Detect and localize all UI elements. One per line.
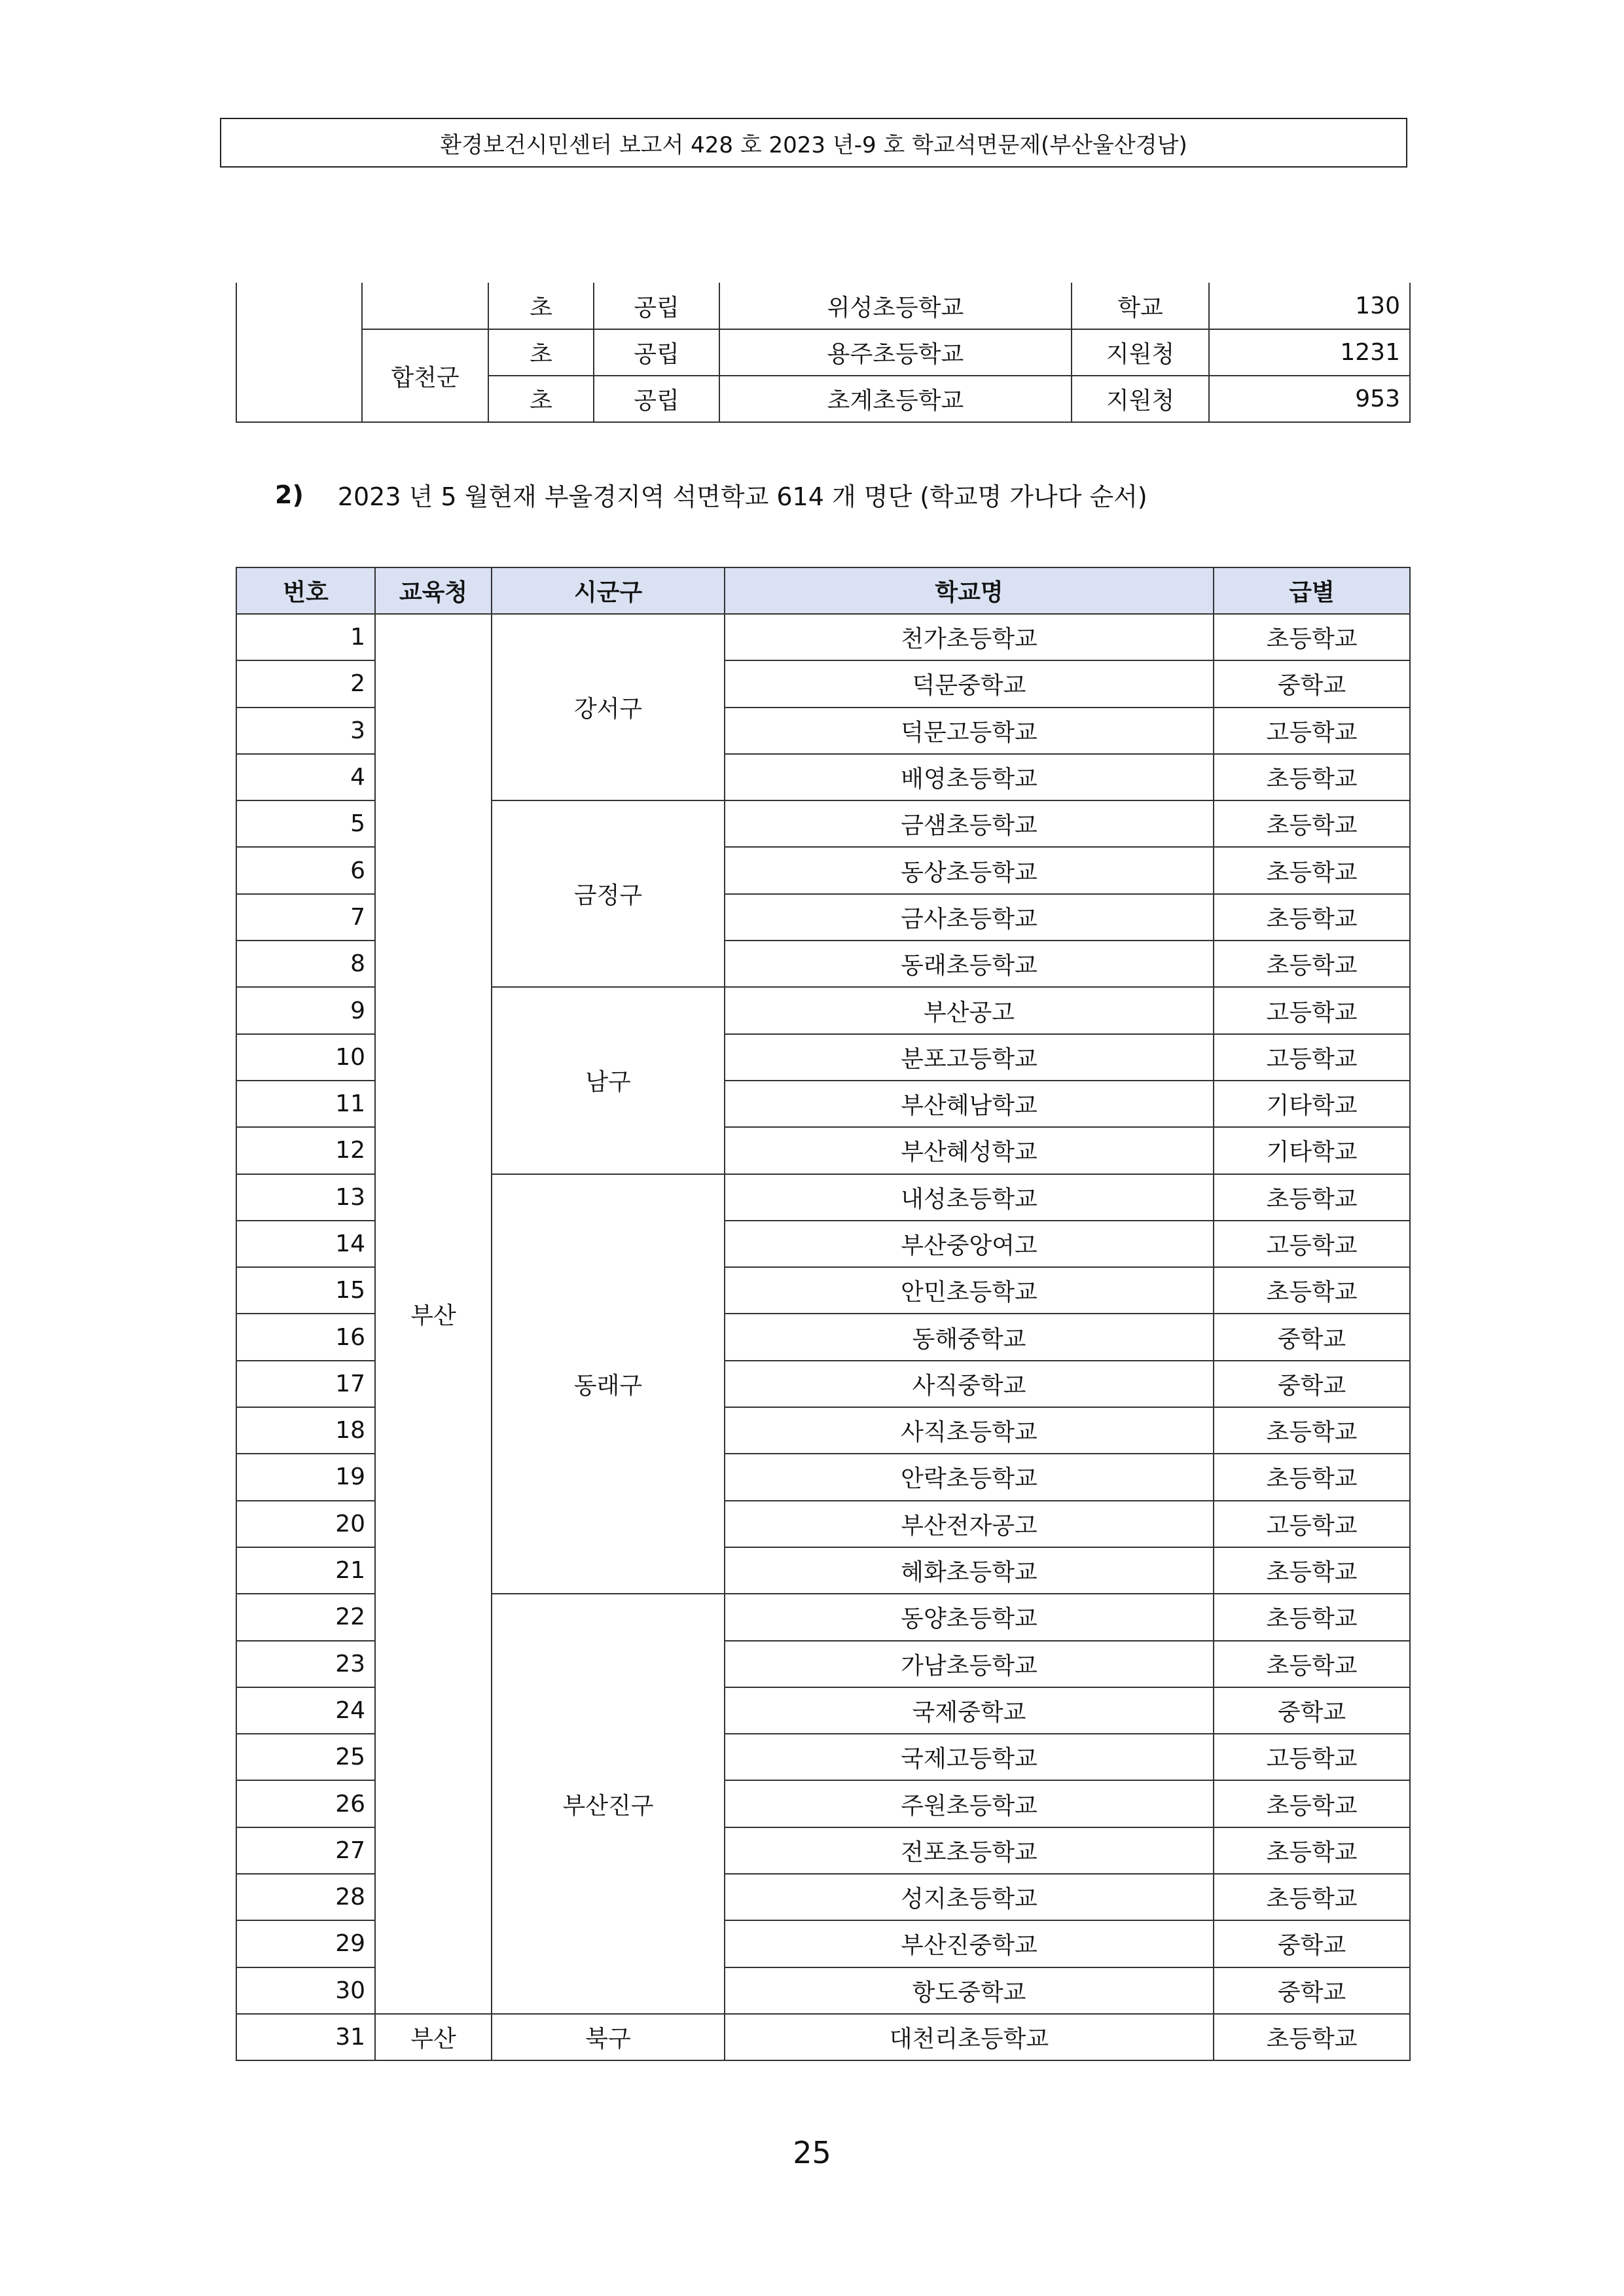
- school-name-cell: 초계초등학교: [719, 376, 1072, 422]
- school-name-cell: 용주초등학교: [719, 329, 1072, 376]
- school-name-cell: 분포고등학교: [725, 1034, 1214, 1081]
- row-number-cell: 20: [236, 1501, 375, 1547]
- school-name-cell: 부산공고: [725, 987, 1214, 1033]
- school-name-cell: 부산중앙여고: [725, 1221, 1214, 1267]
- report-header: 환경보건시민센터 보고서 428 호 2023 년-9 호 학교석면문제(부산울산경남): [220, 118, 1407, 168]
- category-cell: 학교: [1072, 283, 1209, 329]
- school-name-cell: 안민초등학교: [725, 1267, 1214, 1314]
- school-name-cell: 주원초등학교: [725, 1780, 1214, 1827]
- row-number-cell: 29: [236, 1920, 375, 1967]
- blank-cell: [236, 283, 362, 422]
- row-number-cell: 28: [236, 1874, 375, 1920]
- row-number-cell: 6: [236, 847, 375, 893]
- school-name-cell: 덕문중학교: [725, 660, 1214, 707]
- school-name-cell: 금사초등학교: [725, 894, 1214, 941]
- school-name-cell: 혜화초등학교: [725, 1547, 1214, 1594]
- school-level-cell: 기타학교: [1214, 1127, 1410, 1174]
- district-cell: 부산진구: [492, 1594, 725, 2014]
- school-name-cell: 금샘초등학교: [725, 800, 1214, 847]
- school-level-cell: 고등학교: [1214, 1221, 1410, 1267]
- school-type-cell: 공립: [594, 283, 719, 329]
- school-level-cell: 초등학교: [1214, 1547, 1410, 1594]
- row-number-cell: 24: [236, 1687, 375, 1734]
- table-body: [236, 614, 1410, 2060]
- row-number-cell: 21: [236, 1547, 375, 1594]
- school-name-cell: 대천리초등학교: [725, 2014, 1214, 2060]
- school-name-cell: 전포초등학교: [725, 1827, 1214, 1874]
- count-cell: 1231: [1209, 329, 1410, 376]
- row-number-cell: 31: [236, 2014, 375, 2060]
- school-type-cell: 공립: [594, 376, 719, 422]
- school-level-cell: 초등학교: [1214, 847, 1410, 893]
- district-cell: 금정구: [492, 800, 725, 987]
- row-number-cell: 12: [236, 1127, 375, 1174]
- blank-cell: [362, 283, 488, 329]
- category-cell: 지원청: [1072, 376, 1209, 422]
- row-number-cell: 9: [236, 987, 375, 1033]
- district-cell: 북구: [492, 2014, 725, 2060]
- school-level-cell: 고등학교: [1214, 1034, 1410, 1081]
- school-level-cell: 초등학교: [1214, 1174, 1410, 1221]
- school-level-cell: 중학교: [1214, 1361, 1410, 1407]
- school-level-cell: 초등학교: [1214, 1594, 1410, 1640]
- school-level-cell: 초등학교: [1214, 1267, 1410, 1314]
- school-name-cell: 안락초등학교: [725, 1454, 1214, 1500]
- table-header-row: [236, 567, 1410, 614]
- school-name-cell: 동양초등학교: [725, 1594, 1214, 1640]
- school-level-cell: 초등학교: [1214, 1407, 1410, 1454]
- school-name-cell: 부산진중학교: [725, 1920, 1214, 1967]
- school-name-cell: 가남초등학교: [725, 1641, 1214, 1687]
- row-number-cell: 14: [236, 1221, 375, 1267]
- school-name-cell: 부산혜남학교: [725, 1081, 1214, 1127]
- row-number-cell: 13: [236, 1174, 375, 1221]
- school-level-cell: 기타학교: [1214, 1081, 1410, 1127]
- row-number-cell: 27: [236, 1827, 375, 1874]
- row-number-cell: 5: [236, 800, 375, 847]
- column-header: 학교명: [725, 567, 1214, 614]
- school-name-cell: 부산전자공고: [725, 1501, 1214, 1547]
- school-level-cell: 초등학교: [1214, 800, 1410, 847]
- row-number-cell: 17: [236, 1361, 375, 1407]
- school-level-cell: 중학교: [1214, 1314, 1410, 1360]
- school-name-cell: 위성초등학교: [719, 283, 1072, 329]
- school-level-cell: 초: [488, 329, 594, 376]
- column-header: 시군구: [492, 567, 725, 614]
- school-level-cell: 초등학교: [1214, 1827, 1410, 1874]
- school-name-cell: 국제고등학교: [725, 1734, 1214, 1780]
- school-level-cell: 고등학교: [1214, 987, 1410, 1033]
- row-number-cell: 11: [236, 1081, 375, 1127]
- school-name-cell: 항도중학교: [725, 1967, 1214, 2014]
- school-name-cell: 동상초등학교: [725, 847, 1214, 893]
- school-level-cell: 초: [488, 376, 594, 422]
- row-number-cell: 1: [236, 614, 375, 660]
- continuation-table: [236, 283, 1411, 423]
- school-level-cell: 중학교: [1214, 1967, 1410, 2014]
- column-header: 급별: [1214, 567, 1410, 614]
- school-name-cell: 천가초등학교: [725, 614, 1214, 660]
- section-number: 2): [275, 480, 304, 509]
- column-header: 번호: [236, 567, 375, 614]
- district-cell: 남구: [492, 987, 725, 1174]
- school-name-cell: 국제중학교: [725, 1687, 1214, 1734]
- school-name-cell: 사직중학교: [725, 1361, 1214, 1407]
- category-cell: 지원청: [1072, 329, 1209, 376]
- row-number-cell: 19: [236, 1454, 375, 1500]
- row-number-cell: 10: [236, 1034, 375, 1081]
- row-number-cell: 2: [236, 660, 375, 707]
- school-name-cell: 성지초등학교: [725, 1874, 1214, 1920]
- section-heading: [275, 476, 1147, 512]
- school-level-cell: 초등학교: [1214, 1454, 1410, 1500]
- school-name-cell: 내성초등학교: [725, 1174, 1214, 1221]
- district-cell: 합천군: [362, 329, 488, 422]
- count-cell: 953: [1209, 376, 1410, 422]
- school-level-cell: 중학교: [1214, 1687, 1410, 1734]
- school-type-cell: 공립: [594, 329, 719, 376]
- school-name-cell: 동래초등학교: [725, 941, 1214, 987]
- section-title: 2023 년 5 월현재 부울경지역 석면학교 614 개 명단 (학교명 가나다 순서): [337, 482, 1147, 511]
- school-level-cell: 고등학교: [1214, 1734, 1410, 1780]
- school-level-cell: 초등학교: [1214, 941, 1410, 987]
- row-number-cell: 26: [236, 1780, 375, 1827]
- school-list-table: [236, 567, 1411, 2061]
- school-level-cell: 초등학교: [1214, 894, 1410, 941]
- school-level-cell: 고등학교: [1214, 1501, 1410, 1547]
- row-number-cell: 7: [236, 894, 375, 941]
- row-number-cell: 22: [236, 1594, 375, 1640]
- column-header: 교육청: [375, 567, 492, 614]
- count-cell: 130: [1209, 283, 1410, 329]
- school-name-cell: 덕문고등학교: [725, 708, 1214, 754]
- school-level-cell: 초: [488, 283, 594, 329]
- row-number-cell: 15: [236, 1267, 375, 1314]
- school-level-cell: 초등학교: [1214, 614, 1410, 660]
- school-name-cell: 사직초등학교: [725, 1407, 1214, 1454]
- row-number-cell: 16: [236, 1314, 375, 1360]
- row-number-cell: 23: [236, 1641, 375, 1687]
- school-level-cell: 초등학교: [1214, 1874, 1410, 1920]
- row-number-cell: 25: [236, 1734, 375, 1780]
- school-level-cell: 초등학교: [1214, 2014, 1410, 2060]
- school-level-cell: 초등학교: [1214, 754, 1410, 800]
- row-number-cell: 4: [236, 754, 375, 800]
- school-name-cell: 배영초등학교: [725, 754, 1214, 800]
- row-number-cell: 8: [236, 941, 375, 987]
- school-level-cell: 중학교: [1214, 1920, 1410, 1967]
- office-cell: 부산: [375, 2014, 492, 2060]
- row-number-cell: 18: [236, 1407, 375, 1454]
- district-cell: 강서구: [492, 614, 725, 800]
- table-row: [236, 283, 1410, 329]
- table-row: [236, 329, 1410, 376]
- school-level-cell: 초등학교: [1214, 1641, 1410, 1687]
- table-row: [236, 614, 1410, 660]
- page-number: 25: [793, 2135, 831, 2170]
- district-cell: 동래구: [492, 1174, 725, 1594]
- row-number-cell: 3: [236, 708, 375, 754]
- school-name-cell: 동해중학교: [725, 1314, 1214, 1360]
- office-cell: 부산: [375, 614, 492, 2014]
- school-name-cell: 부산혜성학교: [725, 1127, 1214, 1174]
- school-level-cell: 중학교: [1214, 660, 1410, 707]
- table-row: [236, 2014, 1410, 2060]
- row-number-cell: 30: [236, 1967, 375, 2014]
- school-level-cell: 고등학교: [1214, 708, 1410, 754]
- school-level-cell: 초등학교: [1214, 1780, 1410, 1827]
